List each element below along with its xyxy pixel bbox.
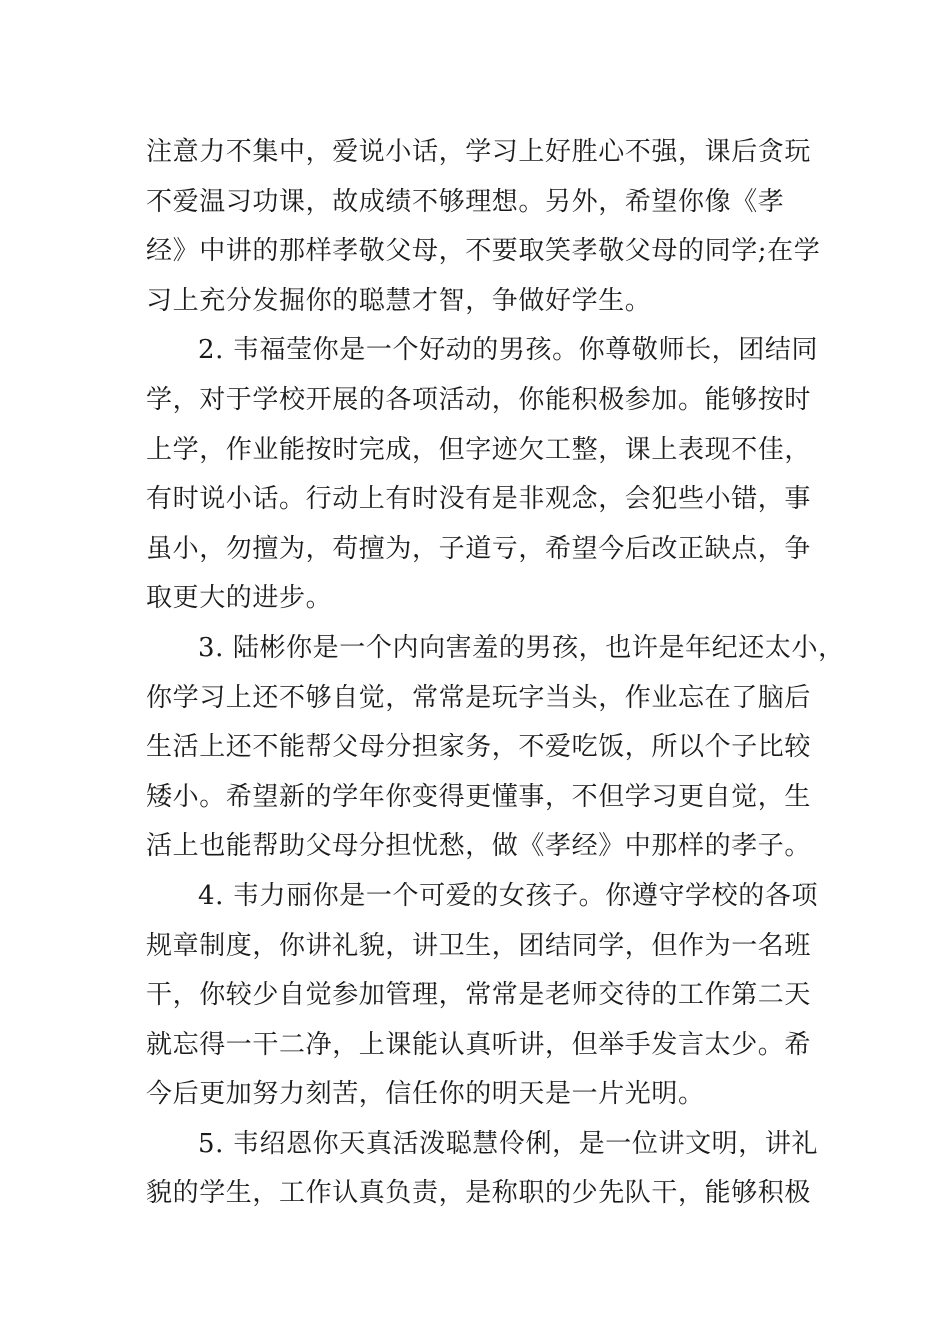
text-line: 虽小，勿擅为，苟擅为，子道亏，希望今后改正缺点，争 xyxy=(146,533,812,564)
text-line: 今后更加努力刻苦，信任你的明天是一片光明。 xyxy=(146,1079,705,1110)
text-line: 学，对于学校开展的各项活动，你能积极参加。能够按时 xyxy=(146,384,812,415)
text-line: 就忘得一干二净，上课能认真听讲，但举手发言太少。希 xyxy=(146,1029,812,1060)
paragraph-start-line: 5. 韦绍恩你天真活泼聪慧伶俐，是一位讲文明，讲礼 xyxy=(198,1128,819,1159)
text-line: 上学，作业能按时完成，但字迹欠工整，课上表现不佳， xyxy=(146,434,812,465)
text-line: 规章制度，你讲礼貌，讲卫生，团结同学，但作为一名班 xyxy=(146,930,812,961)
text-line: 习上充分发掘你的聪慧才智，争做好学生。 xyxy=(146,285,652,316)
text-line: 貌的学生，工作认真负责，是称职的少先队干，能够积极 xyxy=(146,1178,812,1209)
paragraph-start-line: 3. 陆彬你是一个内向害羞的男孩，也许是年纪还太小， xyxy=(198,632,845,663)
paragraph-start-line: 2. 韦福莹你是一个好动的男孩。你尊敬师长，团结同 xyxy=(198,335,819,366)
text-line: 生活上还不能帮父母分担家务，不爱吃饭，所以个子比较 xyxy=(146,732,812,763)
text-line: 经》中讲的那样孝敬父母，不要取笑孝敬父母的同学;在学 xyxy=(146,236,821,267)
text-line: 不爱温习功课，故成绩不够理想。另外，希望你像《孝 xyxy=(146,186,785,217)
text-line: 有时说小话。行动上有时没有是非观念，会犯些小错，事 xyxy=(146,484,812,515)
text-line: 矮小。希望新的学年你变得更懂事，不但学习更自觉，生 xyxy=(146,781,812,812)
text-line: 你学习上还不够自觉，常常是玩字当头，作业忘在了脑后 xyxy=(146,682,812,713)
text-line: 注意力不集中，爱说小话，学习上好胜心不强，课后贪玩 xyxy=(146,137,812,167)
paragraph-start-line: 4. 韦力丽你是一个可爱的女孩子。你遵守学校的各项 xyxy=(198,880,819,911)
text-line: 活上也能帮助父母分担忧愁，做《孝经》中那样的孝子。 xyxy=(146,831,812,862)
text-line: 干，你较少自觉参加管理，常常是老师交待的工作第二天 xyxy=(146,980,812,1011)
body-text xyxy=(146,128,845,1219)
text-line: 取更大的进步。 xyxy=(146,583,333,614)
